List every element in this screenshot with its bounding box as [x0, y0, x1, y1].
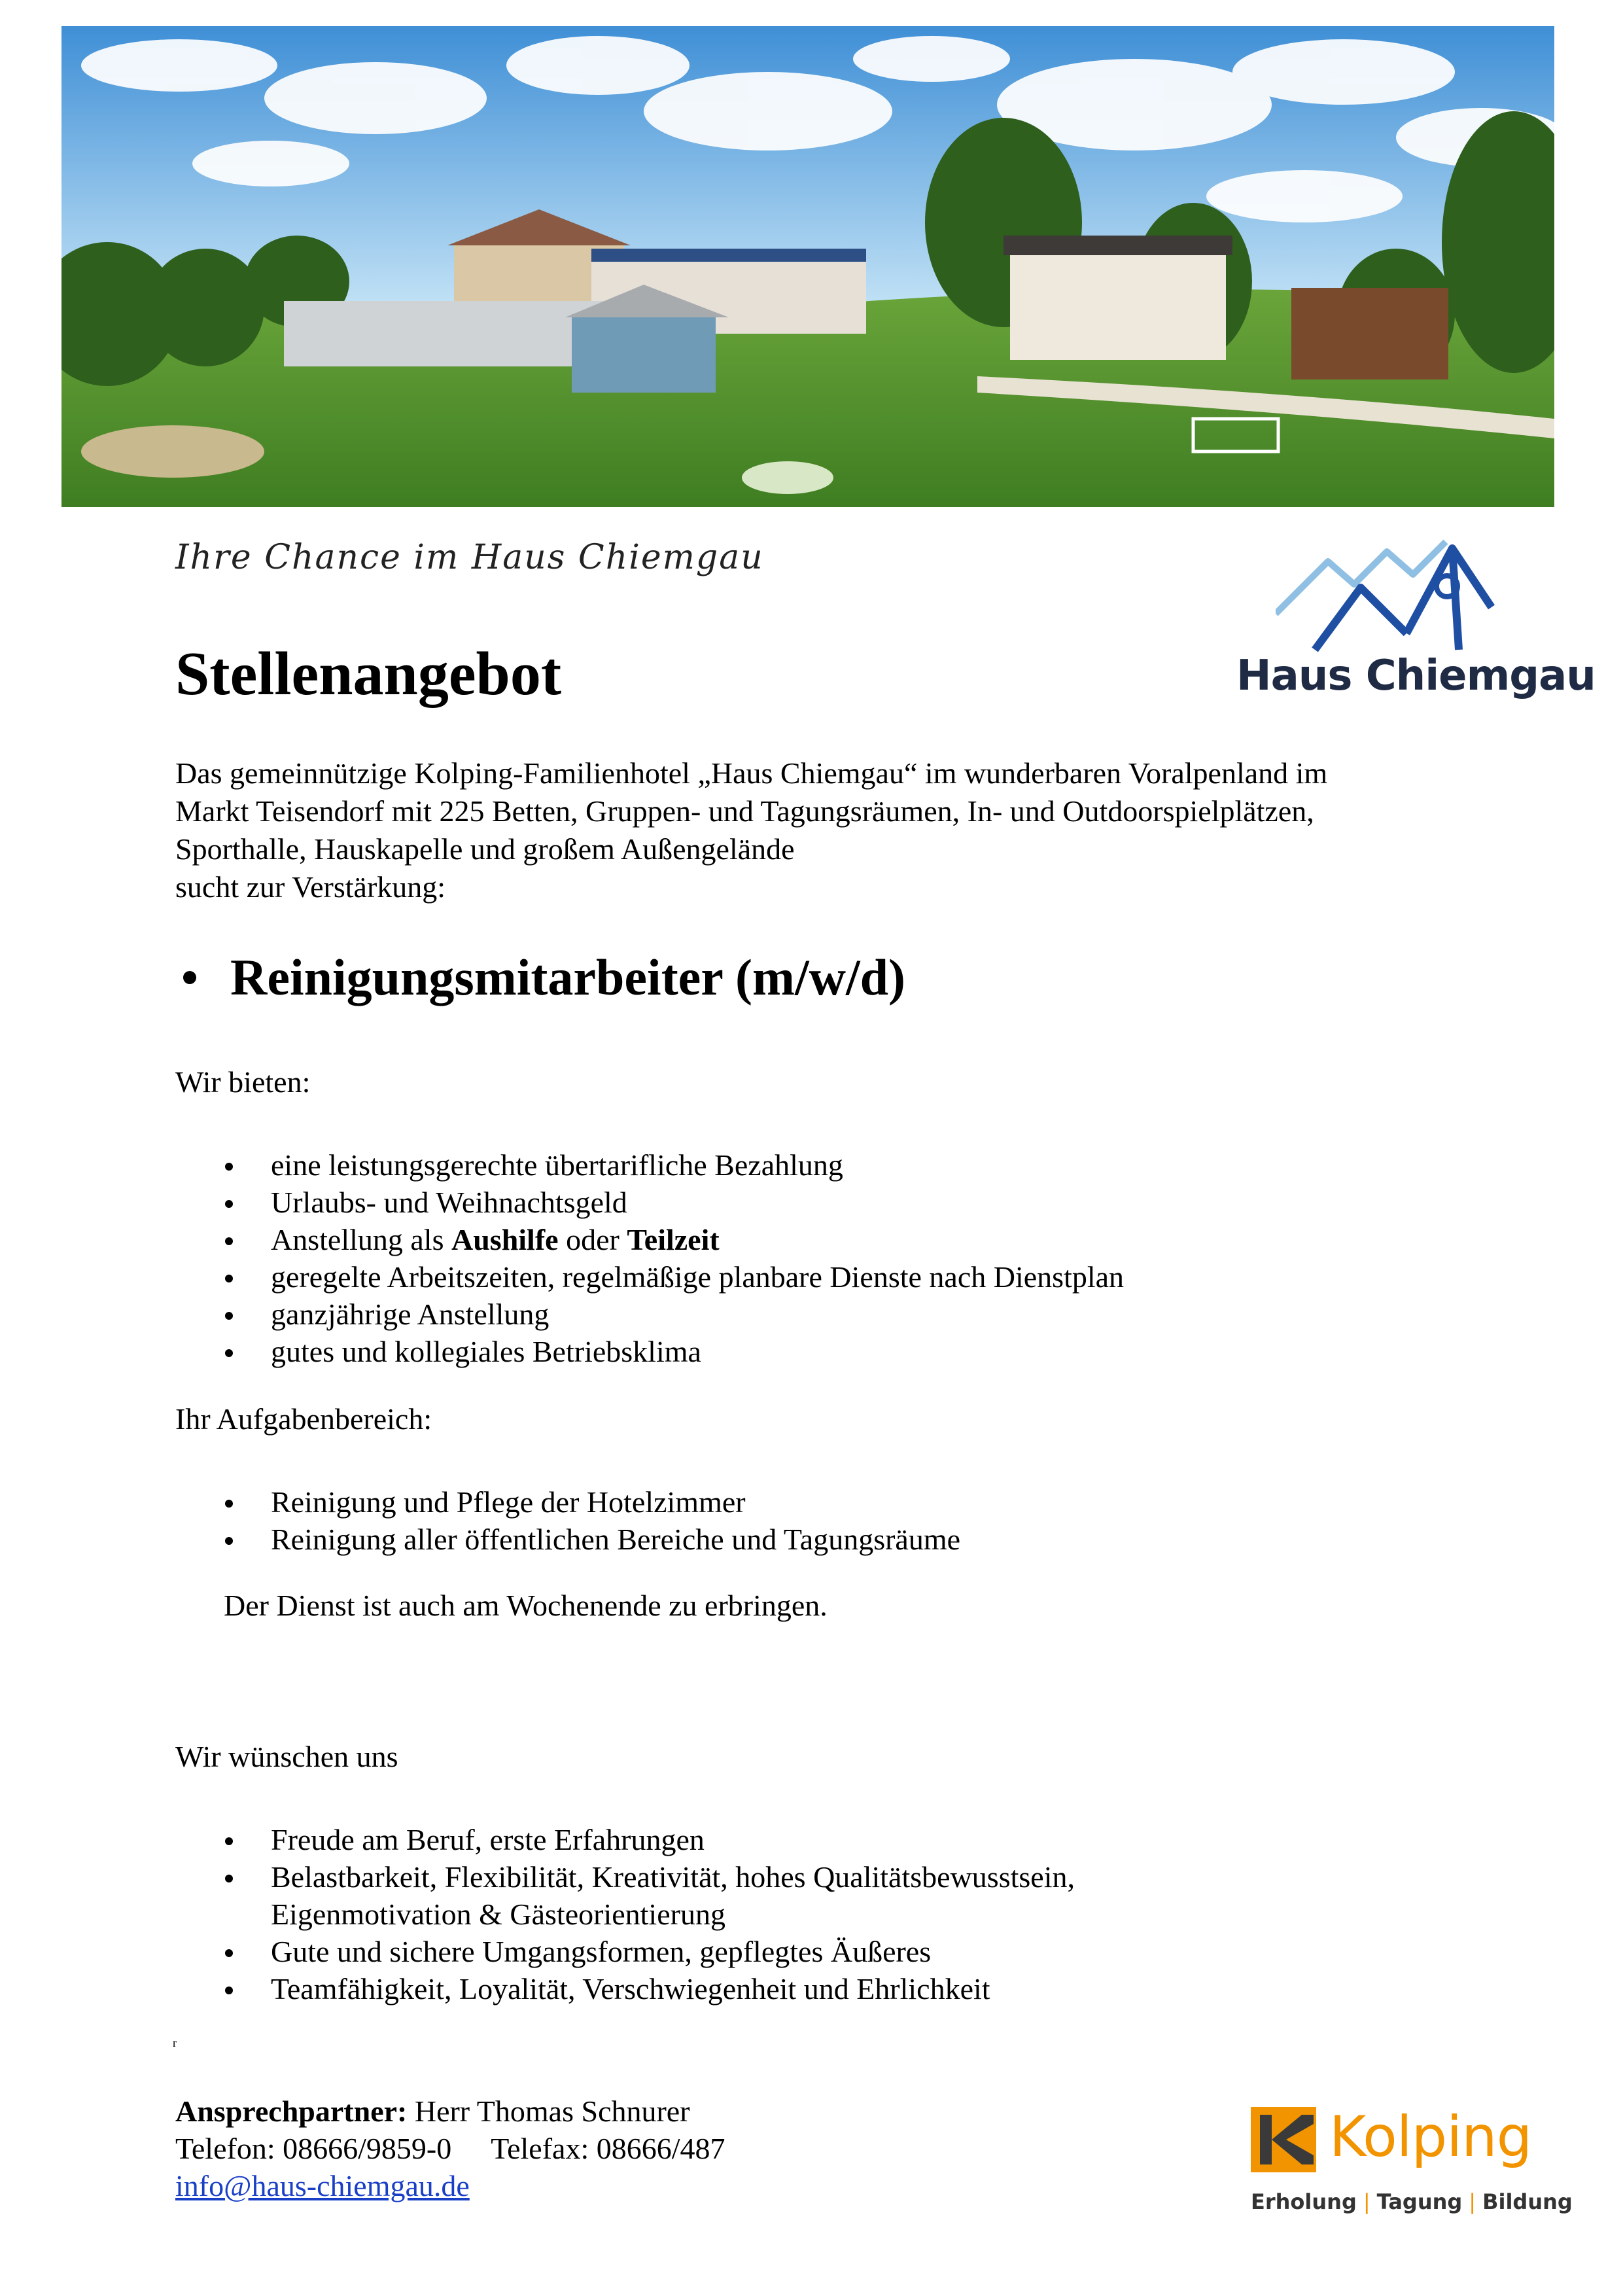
intro-line: sucht zur Verstärkung: [175, 870, 446, 904]
list-item: eine leistungsgerechte übertarifliche Bezahlung [175, 1146, 1451, 1184]
list-item: Gute und sichere Umgangsformen, gepflegtes Äußeres [175, 1933, 1451, 1970]
kolping-logo [1251, 2100, 1573, 2218]
kolping-subline: Erholung | Tagung | Bildung [1251, 2189, 1573, 2214]
tasks-note: Der Dienst ist auch am Wochenende zu erbringen. [224, 1589, 828, 1622]
kolping-wordmark: Kolping [1329, 2104, 1532, 2170]
job-position [175, 948, 905, 1007]
email-link[interactable]: info@haus-chiemgau.de [175, 2169, 470, 2202]
logo-brand-text: Haus Chiemgau [1236, 652, 1596, 700]
list-item: gutes und kollegiales Betriebsklima [175, 1333, 1451, 1370]
hero-photo [61, 26, 1554, 507]
list-item: geregelte Arbeitszeiten, regelmäßige planbare Dienste nach Dienstplan [175, 1258, 1451, 1296]
kolping-k-icon [1251, 2107, 1316, 2172]
haus-chiemgau-logo [1236, 535, 1596, 718]
contact-phone-fax [175, 2130, 725, 2167]
intro-line: Sporthalle, Hauskapelle und großem Außengelände [175, 832, 795, 866]
contact-phone: Telefon: 08666/9859-0 [175, 2132, 452, 2165]
tagline: Ihre Chance im Haus Chiemgau [175, 538, 764, 577]
list-item: Teamfähigkeit, Loyalität, Verschwiegenheit und Ehrlichkeit [175, 1970, 1451, 2007]
list-item: Belastbarkeit, Flexibilität, Kreativität, hohes Qualitätsbewusstsein, Eigenmotivation & Gästeorientierung [175, 1858, 1451, 1933]
intro-paragraph [175, 754, 1516, 906]
list-item-employment: Anstellung als Aushilfe oder Teilzeit [175, 1221, 1451, 1258]
mountain-logo-icon [1276, 535, 1511, 653]
job-position-title: Reinigungsmitarbeiter (m/w/d) [230, 949, 905, 1006]
list-item: ganzjährige Anstellung [175, 1296, 1451, 1333]
list-item: Freude am Beruf, erste Erfahrungen [175, 1821, 1451, 1858]
offer-list [175, 1146, 1451, 1370]
contact-person [175, 2093, 725, 2130]
contact-name: Herr Thomas Schnurer [414, 2094, 690, 2128]
tasks-list [175, 1483, 1451, 1558]
intro-line: Markt Teisendorf mit 225 Betten, Gruppen- und Tagungsräumen, In- und Outdoorspielplätzen, [175, 794, 1314, 828]
page-title: Stellenangebot [175, 640, 562, 708]
contact-block [175, 2093, 725, 2204]
stray-mark: r [173, 2036, 177, 2049]
wishes-list [175, 1821, 1451, 2007]
list-item: Urlaubs- und Weihnachtsgeld [175, 1184, 1451, 1221]
offer-heading: Wir bieten: [175, 1065, 311, 1099]
list-item: Reinigung aller öffentlichen Bereiche und Tagungsräume [175, 1521, 1451, 1558]
tasks-heading: Ihr Aufgabenbereich: [175, 1402, 432, 1436]
intro-line: Das gemeinnützige Kolping-Familienhotel „Haus Chiemgau“ im wunderbaren Voralpenland im [175, 756, 1328, 790]
wishes-heading: Wir wünschen uns [175, 1740, 398, 1773]
bullet-icon [183, 971, 196, 984]
list-item: Reinigung und Pflege der Hotelzimmer [175, 1483, 1451, 1521]
contact-label: Ansprechpartner: [175, 2094, 408, 2128]
contact-fax: Telefax: 08666/487 [491, 2132, 725, 2165]
